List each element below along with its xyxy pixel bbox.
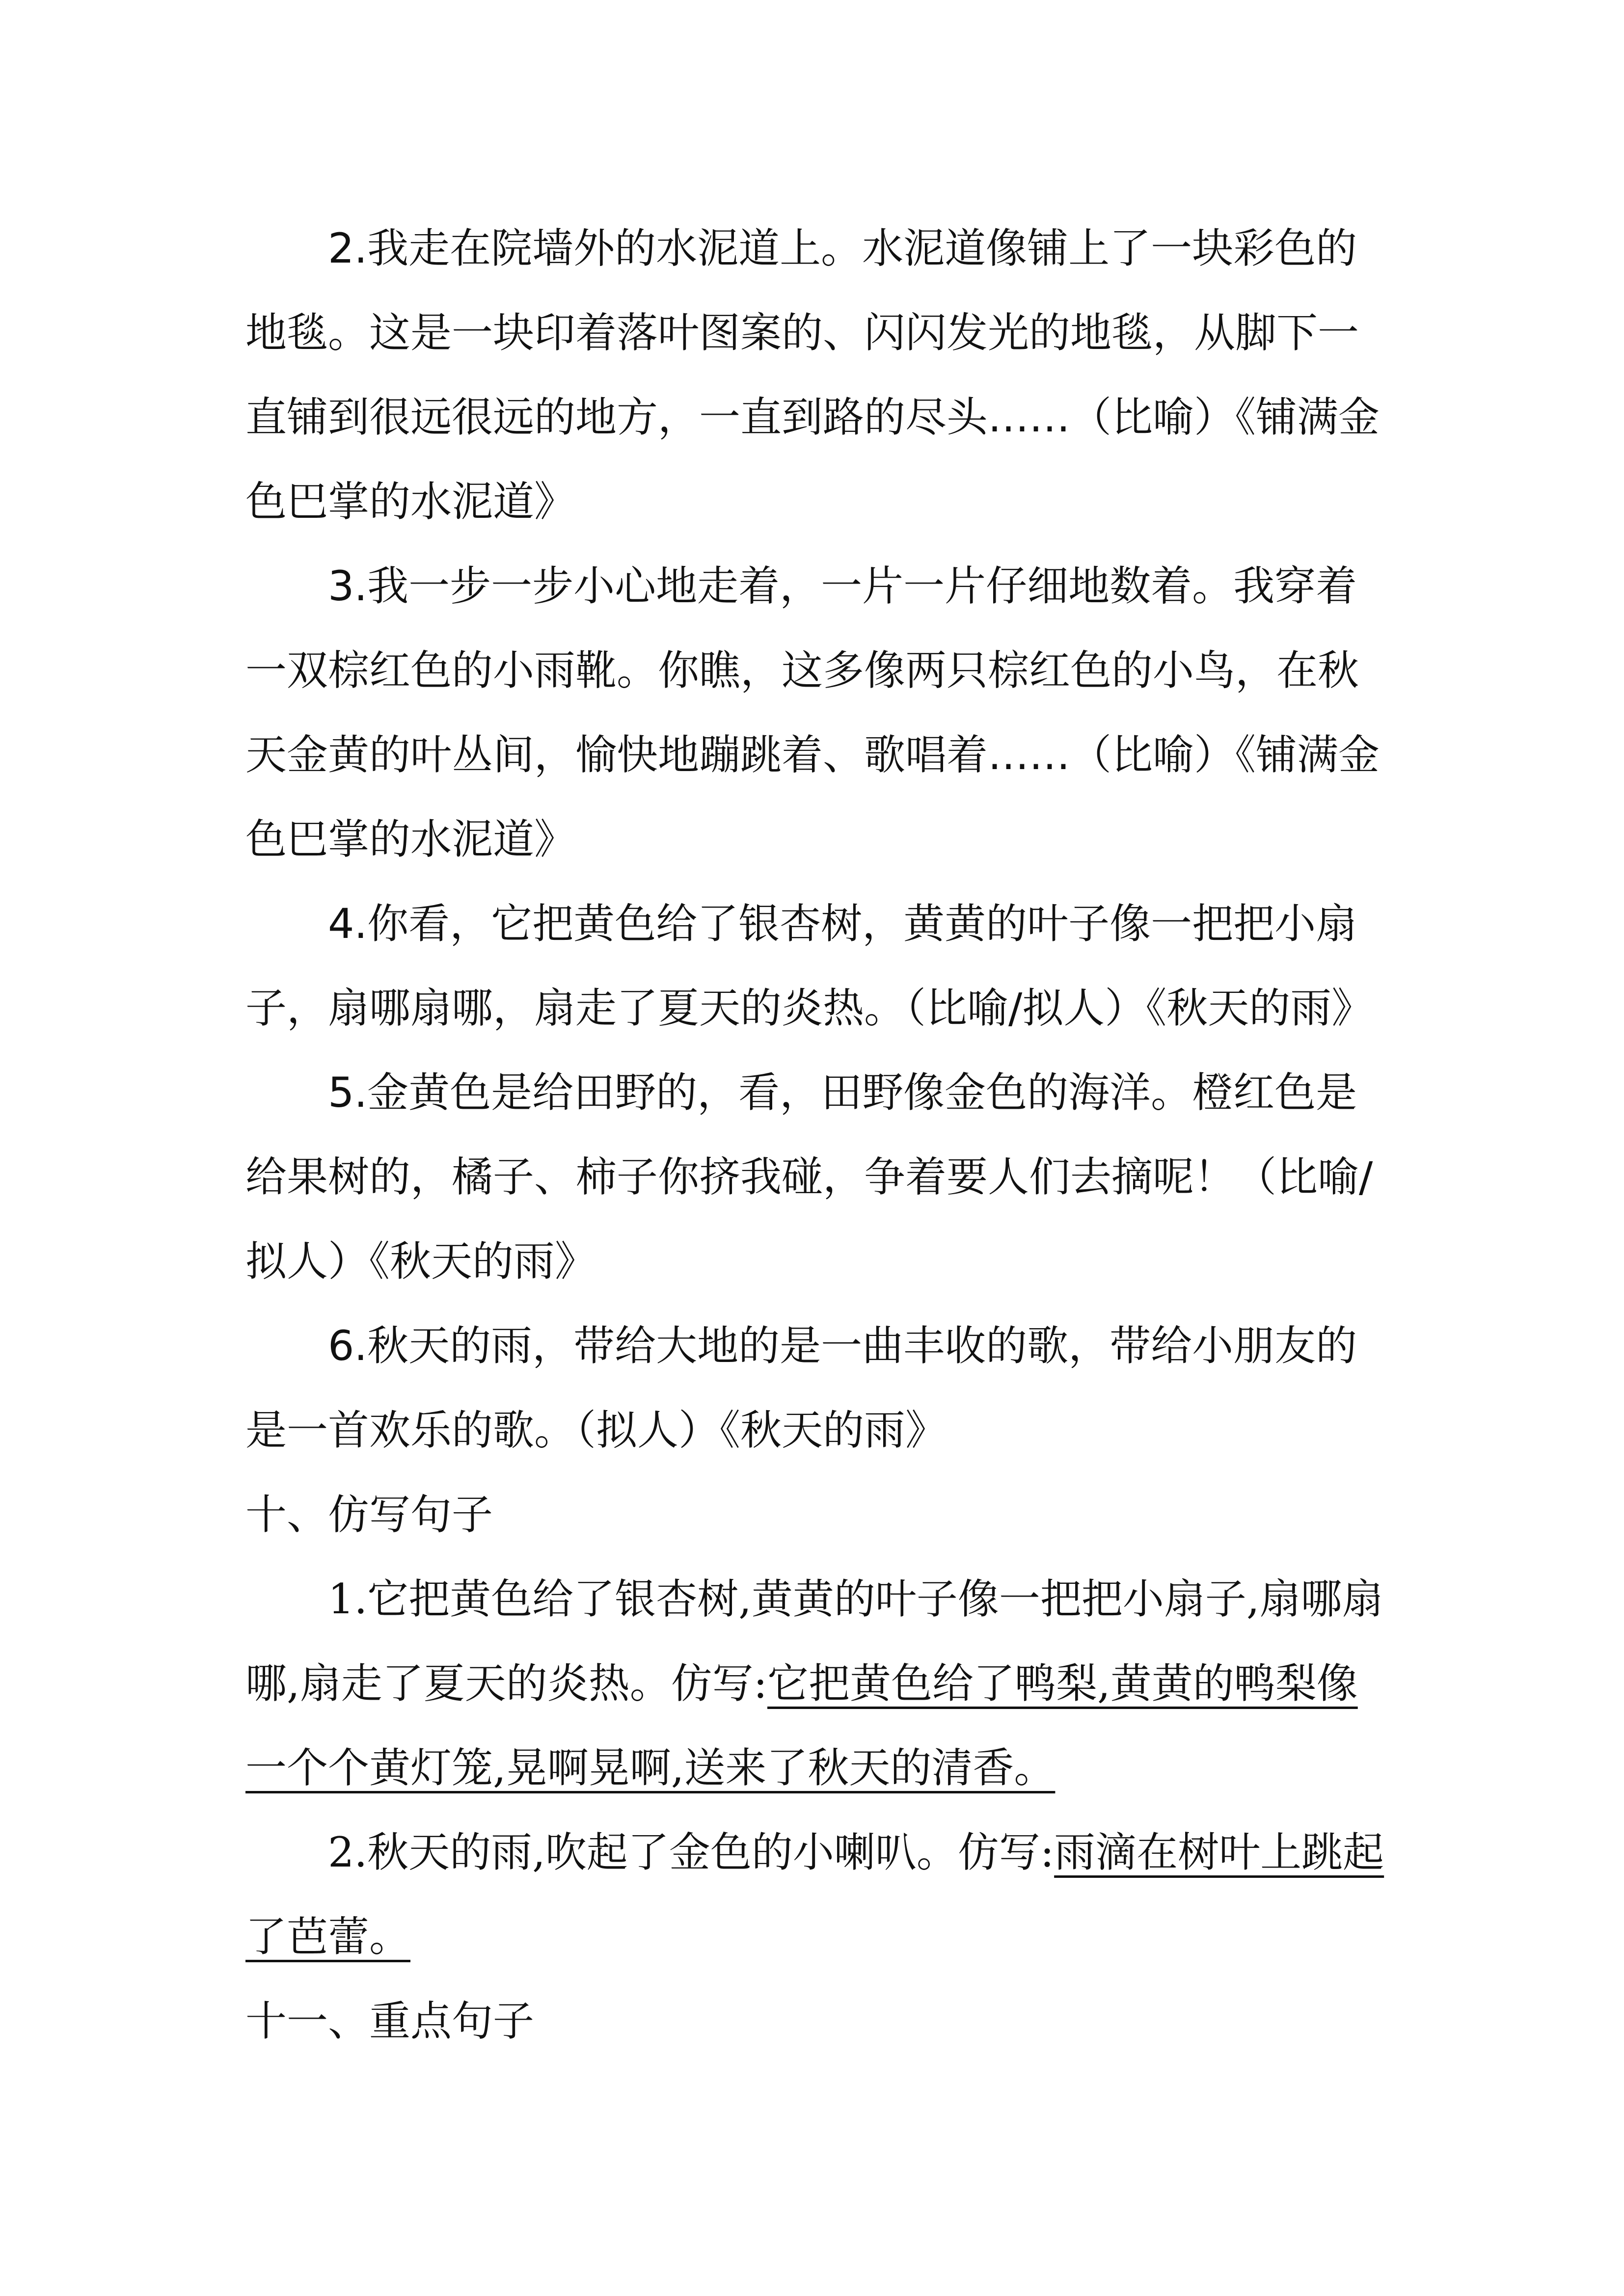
example-sentence-4: 4.你看，它把黄色给了银杏树，黄黄的叶子像一把把小扇子，扇哪扇哪，扇走了夏天的炎热。（比喻/拟人）《秋天的雨》 (245, 900, 1373, 1032)
example-sentence-3: 3.我一步一步小心地走着，一片一片仔细地数着。我穿着一双棕红色的小雨靴。你瞧，这多像两只棕红色的小鸟，在秋天金黄的叶丛间，愉快地蹦跳着、歌唱着……（比喻）《铺满金色巴掌的水泥道》 (245, 562, 1380, 863)
imitation-answer-1: 它把黄色给了鸭梨,黄黄的鸭梨像一个个黄灯笼,晃啊晃啊,送来了秋天的清香。 (245, 1659, 1358, 1792)
document-content (245, 206, 1389, 2063)
imitation-prompt-1: 1.它把黄色给了银杏树,黄黄的叶子像一把把小扇子,扇哪扇哪,扇走了夏天的炎热。仿写: (245, 1575, 1383, 1708)
example-sentence-6: 6.秋天的雨，带给大地的是一曲丰收的歌，带给小朋友的是一首欢乐的歌。（拟人）《秋天的雨》 (245, 1322, 1357, 1454)
example-sentence-2: 2.我走在院墙外的水泥道上。水泥道像铺上了一块彩色的地毯。这是一块印着落叶图案的、闪闪发光的地毯，从脚下一直铺到很远很远的地方，一直到路的尽头……（比喻）《铺满金色巴掌的水泥道》 (245, 224, 1380, 526)
imitation-prompt-2: 2.秋天的雨,吹起了金色的小喇叭。仿写: (328, 1828, 1055, 1876)
section-heading-imitation: 十、仿写句子 (245, 1491, 493, 1539)
imitation-item-1 (245, 1557, 1389, 1810)
example-sentence-5: 5.金黄色是给田野的，看，田野像金色的海洋。橙红色是给果树的，橘子、柿子你挤我碰，争着要人们去摘呢！（比喻/拟人）《秋天的雨》 (245, 1068, 1373, 1285)
section-heading-key-sentences: 十一、重点句子 (245, 1997, 535, 2045)
imitation-answer-2: 雨滴在树叶上跳起了芭蕾。 (245, 1828, 1384, 1961)
imitation-item-2 (245, 1810, 1389, 1979)
